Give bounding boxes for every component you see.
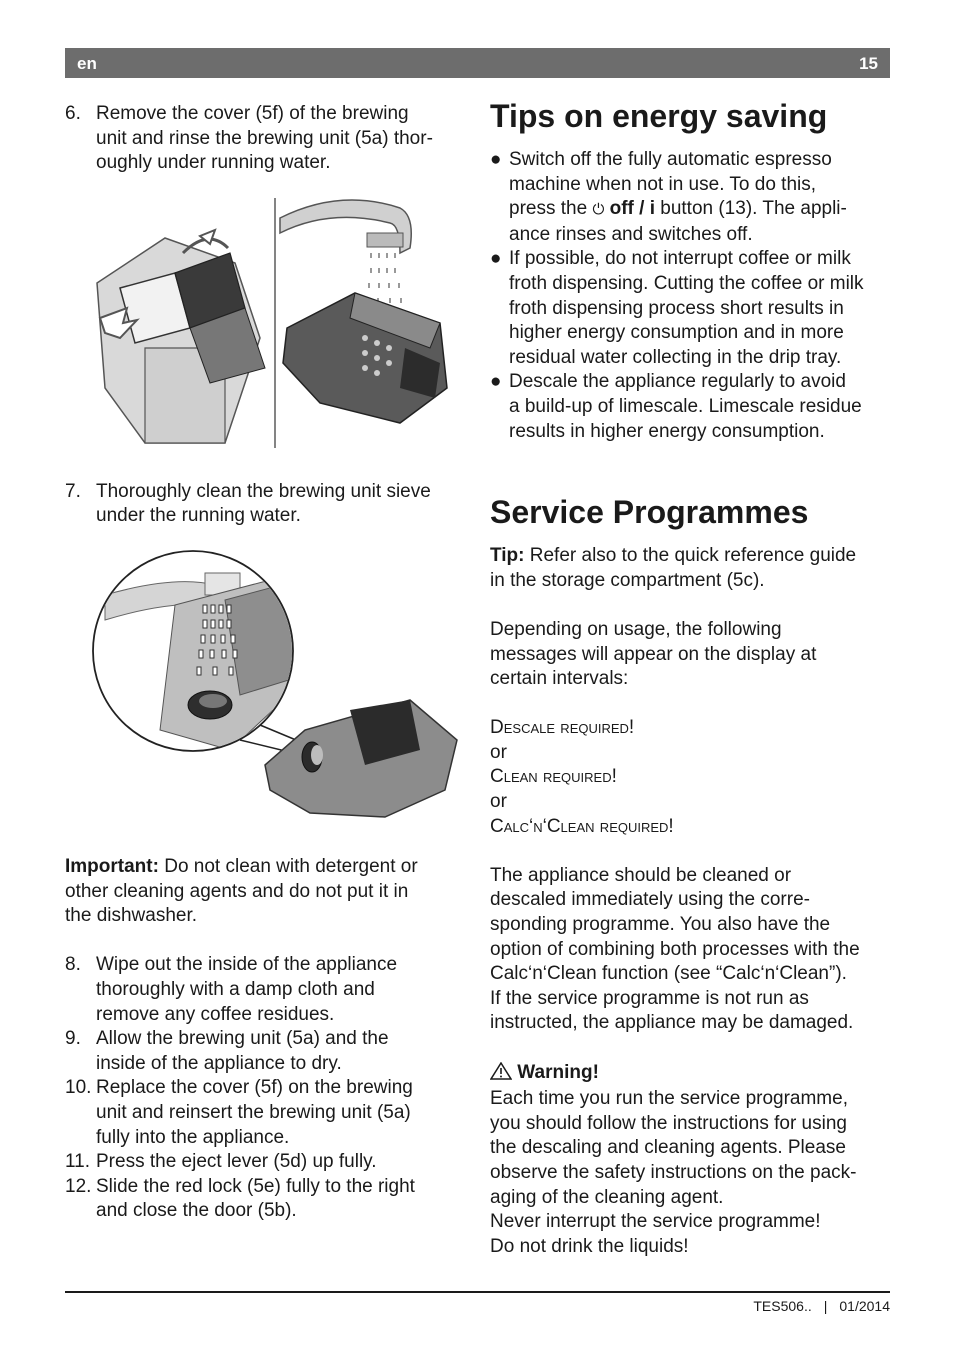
model-number: TES506.. bbox=[753, 1298, 812, 1314]
step-12: 12. Slide the red lock (5e) fully to the right and close the door (5b). bbox=[65, 1175, 415, 1222]
tip-bullet-3: ● Descale the appliance regularly to avoid a build-up of limescale. Limescale residue results in higher energy consumption. bbox=[490, 371, 862, 442]
tip-bullet-2: ● If possible, do not interrupt coffee or milk froth dispensing. Cutting the coffee or milk froth dispensing process short results in higher energy consumption and in more residual water collecting in the drip tray. bbox=[490, 248, 864, 368]
power-icon: ⏻ bbox=[592, 201, 605, 219]
sieve-cleaning-illustration bbox=[65, 545, 465, 825]
step-6: 6. Remove the cover (5f) of the brewing unit and rinse the brewing unit (5a) thor- oughly under running water. bbox=[65, 103, 433, 174]
tips-list bbox=[490, 148, 895, 444]
page-header bbox=[65, 48, 890, 78]
steps-list bbox=[65, 953, 465, 1224]
display-messages: Descale required! or Clean required! or Calc‘n‘Clean required! bbox=[490, 716, 895, 839]
brewing-unit-rinse-illustration bbox=[65, 198, 465, 460]
step-9: 9. Allow the brewing unit (5a) and the inside of the appliance to dry. bbox=[65, 1028, 389, 1074]
tip-bullet-1: ● Switch off the fully automatic espresso machine when not in use. To do this, press the ⏻ off / i button (13). The appli- ance rinses and switches off. bbox=[490, 149, 847, 245]
language-label: en bbox=[77, 54, 97, 73]
depending-paragraph: Depending on usage, the following messages will appear on the display at certain intervals: bbox=[490, 618, 817, 690]
footer-rule bbox=[65, 1291, 890, 1293]
message-clean: Clean required! bbox=[490, 766, 617, 788]
message-calc-clean: Calc‘n‘Clean required! bbox=[490, 815, 674, 837]
bullet-icon: ● bbox=[490, 371, 502, 393]
step-10: 10. Replace the cover (5f) on the brewing unit and reinsert the brewing unit (5a) fully into the appliance. bbox=[65, 1077, 413, 1148]
appliance-paragraph: The appliance should be cleaned or descaled immediately using the corre- sponding programme. You also have the option of combining both processes with the Calc‘n‘Clean function (see “Calc‘n‘Clean”). If the service programme is not run as instructed, the appliance may be damaged. bbox=[490, 864, 860, 1034]
tip-note: Tip: Refer also to the quick reference guide in the storage compartment (5c). bbox=[490, 545, 857, 591]
left-column bbox=[65, 102, 465, 1224]
step-11: 11. Press the eject lever (5d) up fully. bbox=[65, 1151, 377, 1173]
tips-heading: Tips on energy saving bbox=[490, 98, 828, 134]
message-descale: Descale required! bbox=[490, 717, 635, 739]
step-7: 7. Thoroughly clean the brewing unit sieve under the running water. bbox=[65, 480, 431, 527]
page-footer: TES506.. | 01/2014 bbox=[753, 1298, 890, 1314]
warning-triangle-icon bbox=[490, 1062, 512, 1088]
warning-block bbox=[490, 1061, 895, 1260]
page-number: 15 bbox=[859, 54, 878, 73]
service-heading: Service Programmes bbox=[490, 494, 809, 531]
warning-text: Each time you run the service programme, you should follow the instructions for using the descaling and cleaning agents. Please observe the safety instructions on the pack- aging of the cleaning agent. Never interrupt the service programme! Do not drink the liquids! bbox=[490, 1088, 857, 1257]
step-8: 8. Wipe out the inside of the appliance thoroughly with a damp cloth and remove any coffee residues. bbox=[65, 954, 398, 1025]
footer-date: 01/2014 bbox=[839, 1298, 890, 1314]
right-column bbox=[490, 96, 895, 1259]
warning-label: Warning! bbox=[517, 1061, 599, 1083]
important-note: Important: Do not clean with detergent or other cleaning agents and do not put it in the dishwasher. bbox=[65, 855, 418, 927]
bullet-icon: ● bbox=[490, 149, 502, 170]
bullet-icon: ● bbox=[490, 248, 502, 270]
